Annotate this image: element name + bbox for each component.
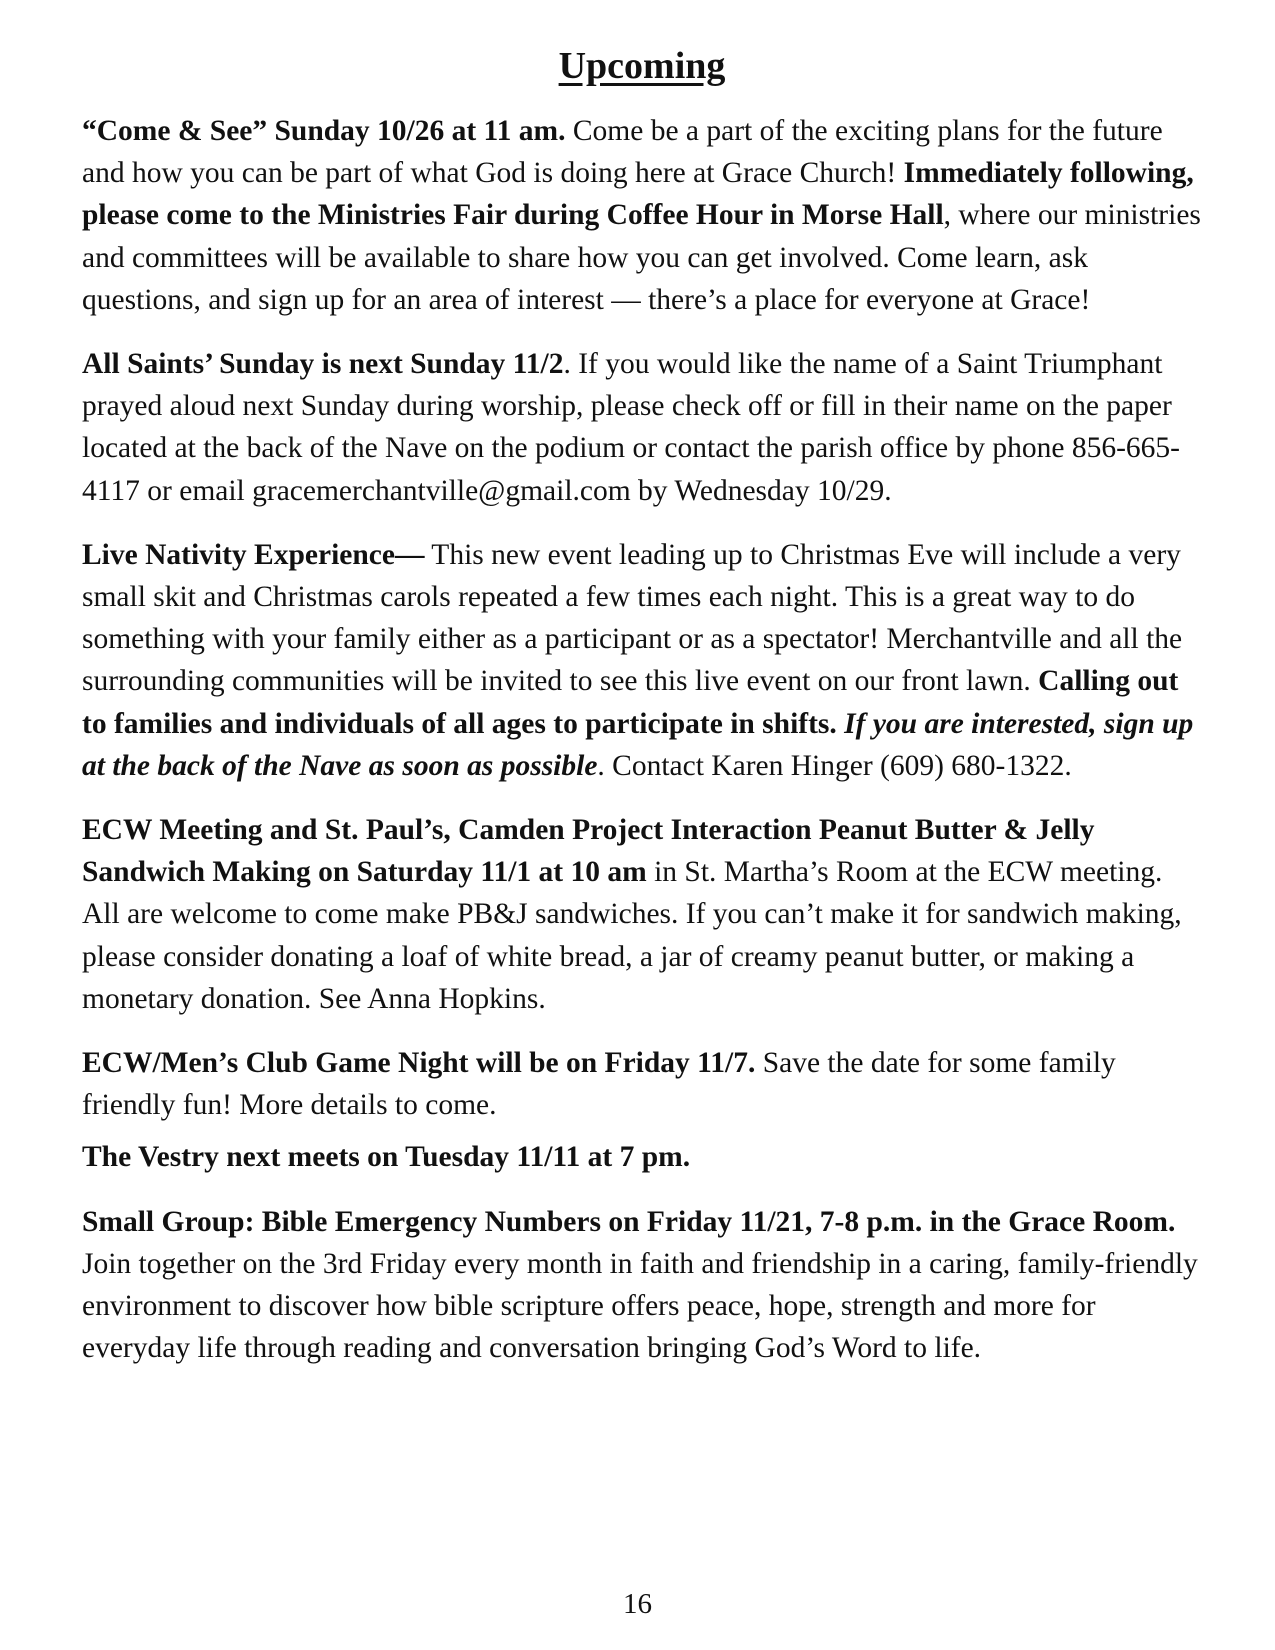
live-nativity-contact: . Contact Karen Hinger (609) 680-1322. [597,749,1072,782]
live-nativity-signup: If you are interested, sign up at the back of the Nave as soon as possible [82,707,1194,782]
vestry-announcement [82,1136,1202,1178]
vestry-title: The Vestry next meets on Tuesday 11/11 at 7 pm. [82,1141,691,1174]
page-number: 16 [623,1588,652,1620]
ecw-meeting-text: in St. Martha’s Room at the ECW meeting. All are welcome to come make PB&J sandwiches. If you can’t make it for sandwich making, please consider donating a loaf of white bread, a jar of creamy peanut butter, or making a monetary donation. See Anna Hopkins. [82,856,1182,1015]
section-heading: Upcoming [558,45,726,87]
all-saints-title: All Saints’ Sunday is next Sunday 11/2 [82,348,564,381]
newsletter-page [82,40,1202,1391]
small-group-text: Join together on the 3rd Friday every month in faith and friendship in a caring, family-friendly environment to discover how bible scripture offers peace, hope, strength and more for everyday life through reading and conversation bringing God’s Word to life. [82,1247,1198,1365]
live-nativity-announcement [82,534,1202,787]
ecw-meeting-title: ECW Meeting and St. Paul’s, Camden Project Interaction Peanut Butter & Jelly Sandwich Making on Saturday 11/1 at 10 am [82,814,1095,889]
game-night-title: ECW/Men’s Club Game Night will be on Friday 11/7. [82,1047,756,1080]
come-and-see-announcement [82,110,1202,321]
small-group-title: Small Group: Bible Emergency Numbers on Friday 11/21, 7-8 p.m. in the Grace Room. [82,1205,1176,1238]
game-night-announcement [82,1042,1202,1126]
game-night-text: Save the date for some family friendly fun! More details to come. [82,1047,1116,1122]
come-and-see-title: “Come & See” Sunday 10/26 at 11 am. [82,115,566,147]
live-nativity-callout: Calling out to families and individuals of all ages to participate in shifts. [82,665,1179,740]
live-nativity-title: Live Nativity Experience— [82,538,425,571]
all-saints-text: . If you would like the name of a Saint Triumphant prayed aloud next Sunday during worship, please check off or fill in their name on the paper located at the back of the Nave on the podium or contact the parish office by phone 856-665-4117 or email gracemerchantville@gmail.com by Wednesday 10/29. [82,348,1180,507]
all-saints-announcement [82,343,1202,512]
come-and-see-text: Come be a part of the exciting plans for the future and how you can be part of what God is doing here at Grace Church! [82,115,1163,190]
live-nativity-text: This new event leading up to Christmas Eve will include a very small skit and Christmas carols repeated a few times each night. This is a great way to do something with your family either as a participant or as a spectator! Merchantville and all the surrounding communities will be invited to see this live event on our front lawn. [82,538,1183,698]
ministries-fair-text: , where our ministries and committees will be available to share how you can get involved. Come learn, ask questions, and sign up for an area of interest — there’s a place for everyone at Grace! [82,199,1201,316]
ecw-meeting-announcement [82,809,1202,1020]
small-group-announcement [82,1201,1202,1370]
ministries-fair-title: Immediately following, please come to the Ministries Fair during Coffee Hour in Morse Hall [82,157,1194,232]
